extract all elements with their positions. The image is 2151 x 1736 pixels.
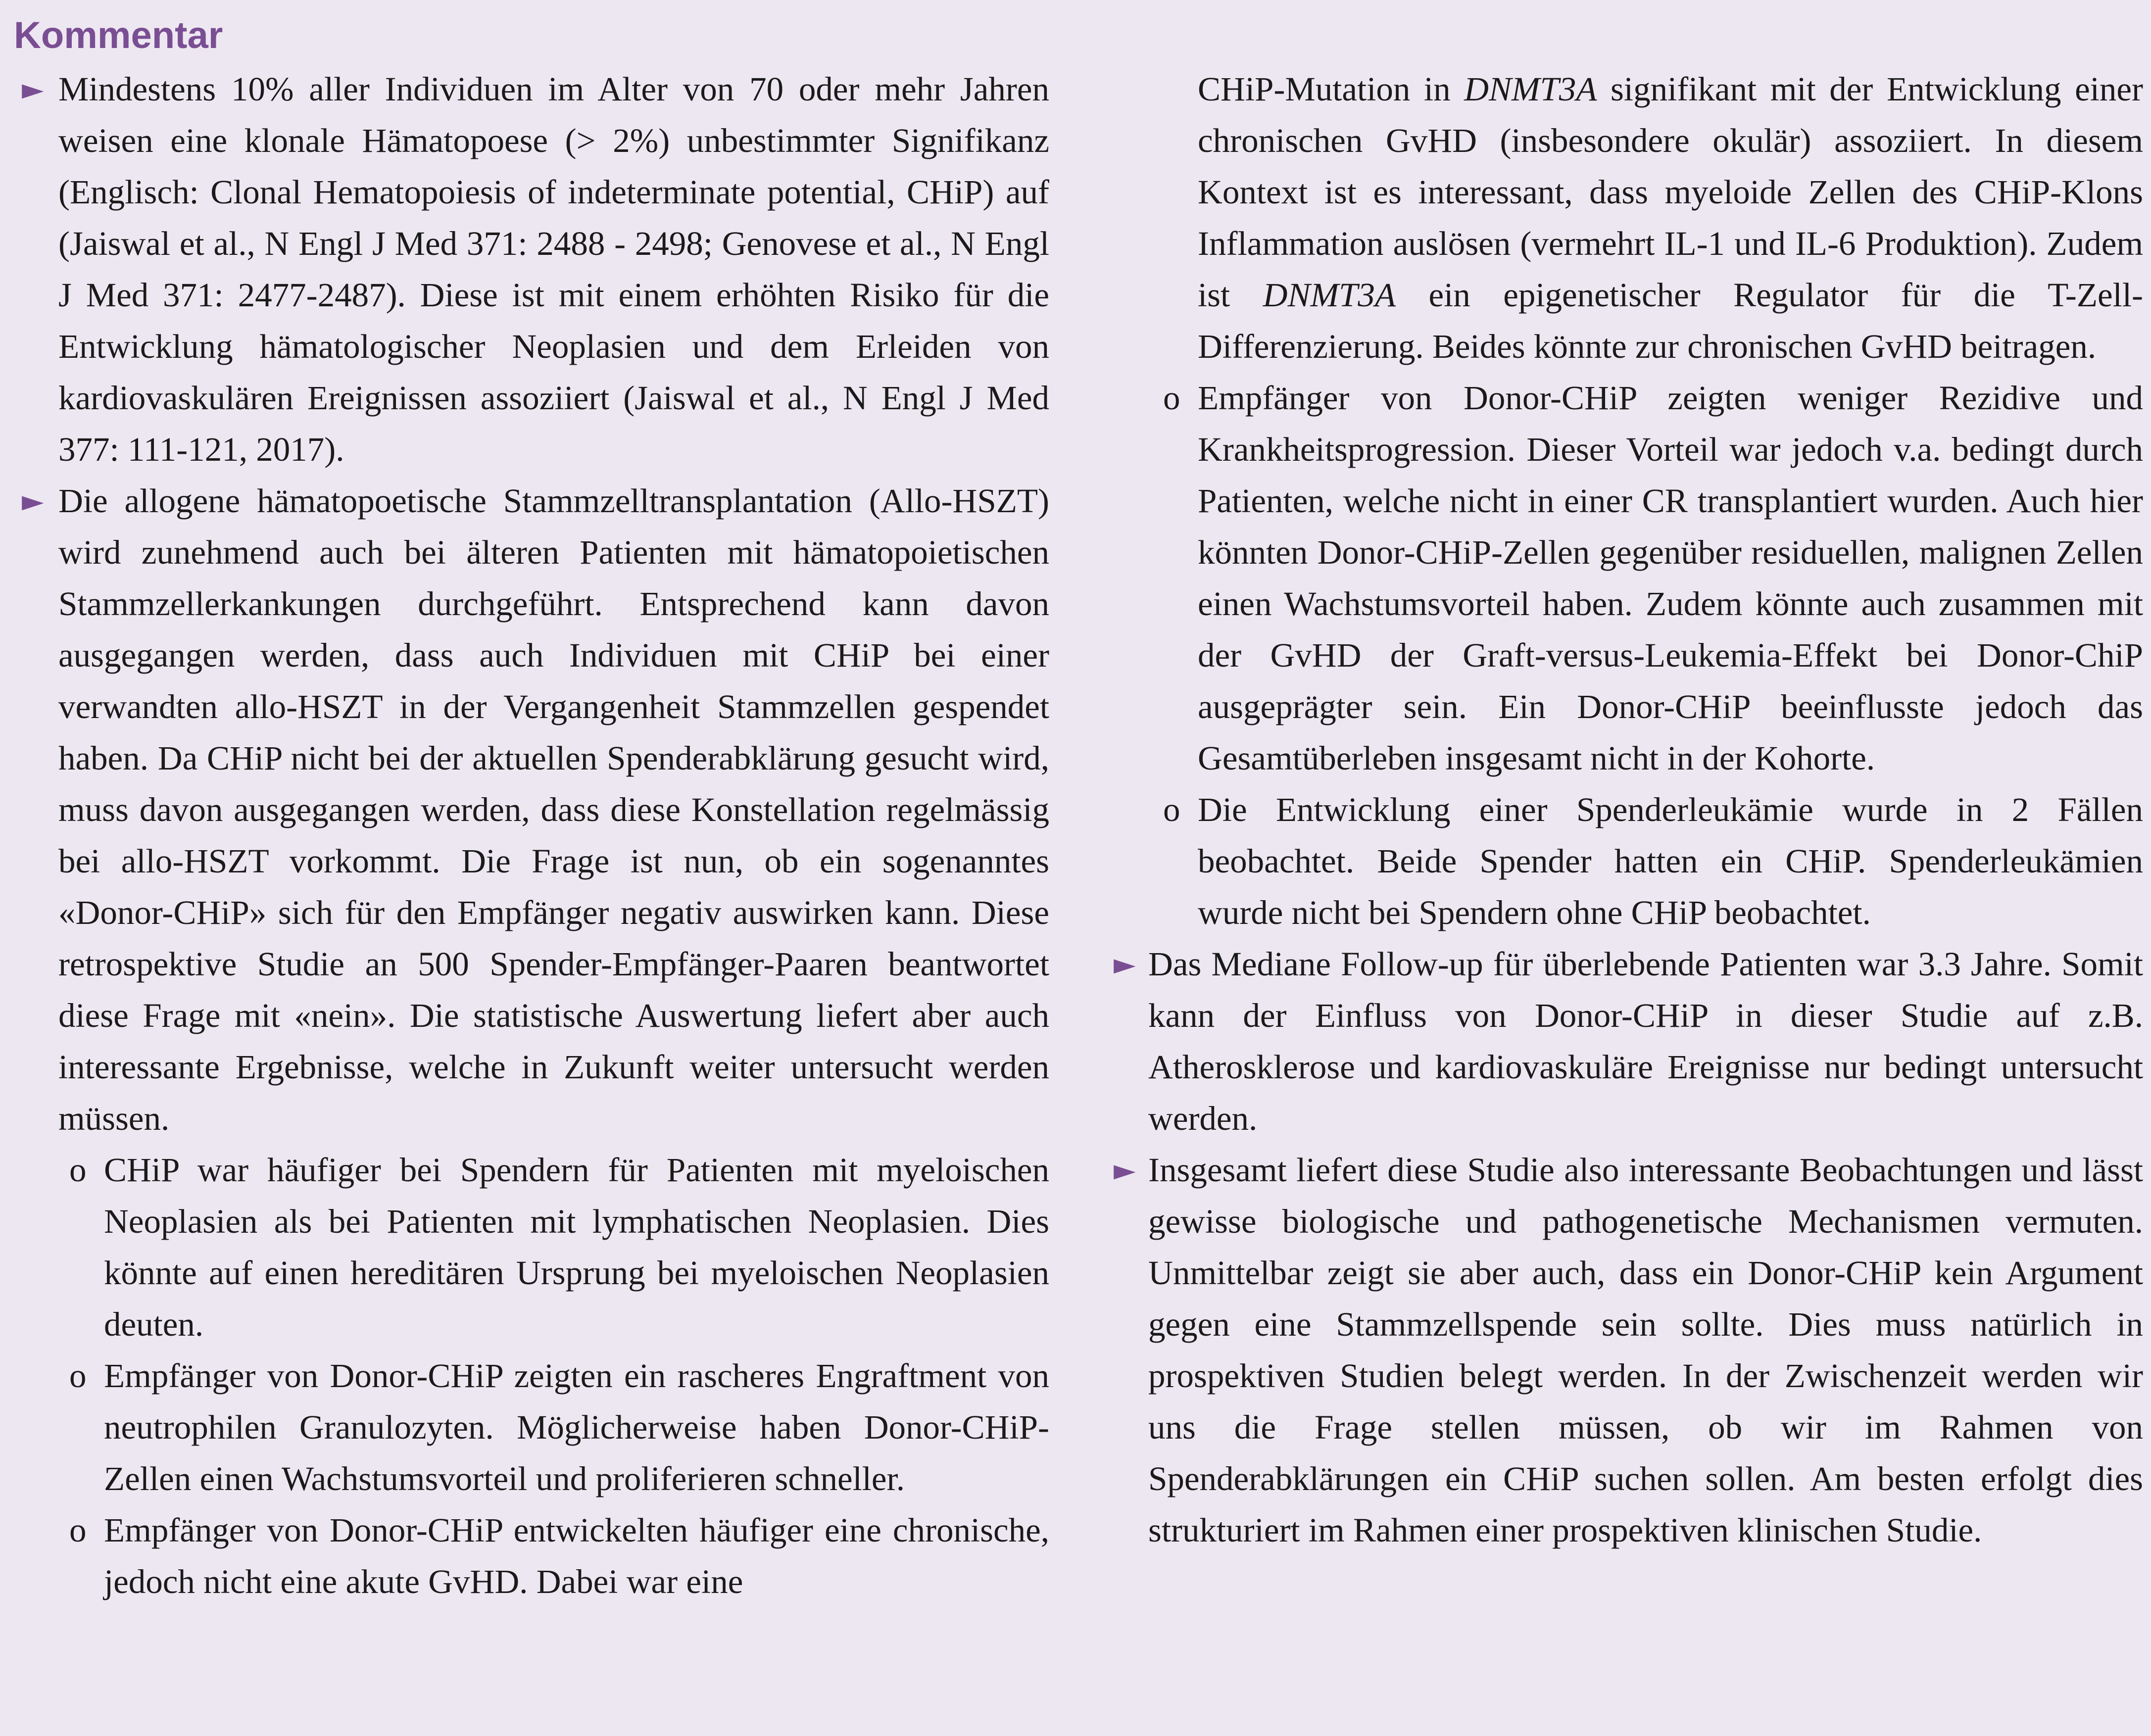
sub-list-item (1109, 372, 2143, 784)
list-item (1109, 938, 2143, 1144)
sub-list-item (0, 1504, 1049, 1607)
gene-name: DNMT3A (1263, 276, 1396, 314)
list-item (1109, 1144, 2143, 1556)
section-heading: Kommentar (14, 14, 223, 56)
sub-item-text: Empfänger von Donor-CHiP zeigten weniger Rezidive und Krankheitsprogression. Dieser Vorteil war jedoch v.a. bedingt durch Patienten, welche nicht in einer CR transplantiert wurden. Auch hier könnten Donor-CHiP-Zellen gegenüber residuellen, malignen Zellen einen Wachstumsvorteil haben. Zudem könnte auch zusammen mit der GvHD der Graft-versus-Leukemia-Effekt bei Donor-ChiP ausgeprägter sein. Ein Donor-CHiP beeinflusste jedoch das Gesamtüberleben insgesamt nicht in der Kohorte. (1198, 379, 2143, 777)
continued-paragraph (1109, 63, 2143, 372)
sub-item-text: Empfänger von Donor-CHiP zeigten ein rascheres Engraftment von neutrophilen Granulozyten. Möglicherweise haben Donor-CHiP-Zellen einen Wachstumsvorteil und proliferieren schneller. (104, 1357, 1049, 1497)
sub-list-item (0, 1350, 1049, 1504)
list-item (0, 63, 1049, 475)
gene-name: DNMT3A (1464, 70, 1597, 108)
arrow-bullet-icon: ► (22, 72, 44, 106)
sub-item-text: CHiP war häufiger bei Spendern für Patienten mit myeloischen Neoplasien als bei Patienten mit lymphatischen Neoplasien. Dies könnte auf einen hereditären Ursprung bei myeloischen Neoplasien deuten. (104, 1151, 1049, 1343)
left-column (0, 63, 1049, 1607)
arrow-bullet-icon: ► (22, 484, 44, 518)
circle-bullet-icon: o (69, 1357, 87, 1395)
circle-bullet-icon: o (69, 1151, 87, 1189)
item-text: Insgesamt liefert diese Studie also interessante Beobachtungen und lässt gewisse biologische und pathogenetische Mechanismen vermuten. Unmittelbar zeigt sie aber auch, dass ein Donor-CHiP kein Argument gegen eine Stammzellspende sein sollte. Dies muss natürlich in prospektiven Studien belegt werden. In der Zwischenzeit werden wir uns die Frage stellen müssen, ob wir im Rahmen von Spenderabklärungen ein CHiP suchen sollen. Am besten erfolgt dies strukturiert im Rahmen einer prospektiven klinischen Studie. (1148, 1151, 2143, 1549)
circle-bullet-icon: o (1163, 791, 1180, 828)
right-column (1109, 63, 2143, 1556)
cont-text-a: CHiP-Mutation in (1198, 70, 1465, 108)
item-text: Mindestens 10% aller Individuen im Alter von 70 oder mehr Jahren weisen eine klonale Hämatopoese (> 2%) unbestimmter Signifikanz (Englisch: Clonal Hematopoiesis of indeterminate potential, CHiP) auf (Jaiswal et al., N Engl J Med 371: 2488 - 2498; Genovese et al., N Engl J Med 371: 2477-2487). Diese ist mit einem erhöhten Risiko für die Entwicklung hämatologischer Neoplasien und dem Erleiden von kardiovaskulären Ereignissen assoziiert (Jaiswal et al., N Engl J Med 377: 111-121, 2017). (58, 70, 1049, 468)
sub-list-item (0, 1144, 1049, 1350)
arrow-bullet-icon: ► (1114, 1153, 1136, 1187)
sub-list-item (1109, 784, 2143, 938)
sub-item-text: Empfänger von Donor-CHiP entwickelten häufiger eine chronische, jedoch nicht eine akute GvHD. Dabei war eine (104, 1511, 1049, 1600)
list-item (0, 475, 1049, 1144)
sub-item-text: Die Entwicklung einer Spenderleukämie wurde in 2 Fällen beobachtet. Beide Spender hatten ein CHiP. Spenderleukämien wurde nicht bei Spendern ohne CHiP beobachtet. (1198, 791, 2143, 931)
circle-bullet-icon: o (69, 1511, 87, 1549)
cont-text-c: ein epigenetischer Regulator für die T-Zell-Differenzierung. Beides könnte zur chronischen GvHD beitragen. (1198, 276, 2143, 365)
cont-text-b: signifikant mit der Entwicklung einer chronischen GvHD (insbesondere okulär) assoziiert. In diesem Kontext ist es interessant, dass myeloide Zellen des CHiP-Klons Inflammation auslösen (vermehrt IL-1 und IL-6 Produktion). Zudem ist (1198, 70, 2143, 314)
circle-bullet-icon: o (1163, 379, 1180, 417)
item-text: Die allogene hämatopoetische Stammzelltransplantation (Allo-HSZT) wird zunehmend auch bei älteren Patienten mit hämatopoietischen Stammzellerkankungen durchgeführt. Entsprechend kann davon ausgegangen werden, dass auch Individuen mit CHiP bei einer verwandten allo-HSZT in der Vergangenheit Stammzellen gespendet haben. Da CHiP nicht bei der aktuellen Spenderabklärung gesucht wird, muss davon ausgegangen werden, dass diese Konstellation regelmässig bei allo-HSZT vorkommt. Die Frage ist nun, ob ein sogenanntes «Donor-CHiP» sich für den Empfänger negativ auswirken kann. Diese retrospektive Studie an 500 Spender-Empfänger-Paaren beantwortet diese Frage mit «nein». Die statistische Auswertung liefert aber auch interessante Ergebnisse, welche in Zukunft weiter untersucht werden müssen. (58, 482, 1049, 1137)
arrow-bullet-icon: ► (1114, 947, 1136, 981)
item-text: Das Mediane Follow-up für überlebende Patienten war 3.3 Jahre. Somit kann der Einfluss von Donor-CHiP in dieser Studie auf z.B. Atherosklerose und kardiovaskuläre Ereignisse nur bedingt untersucht werden. (1148, 945, 2143, 1137)
